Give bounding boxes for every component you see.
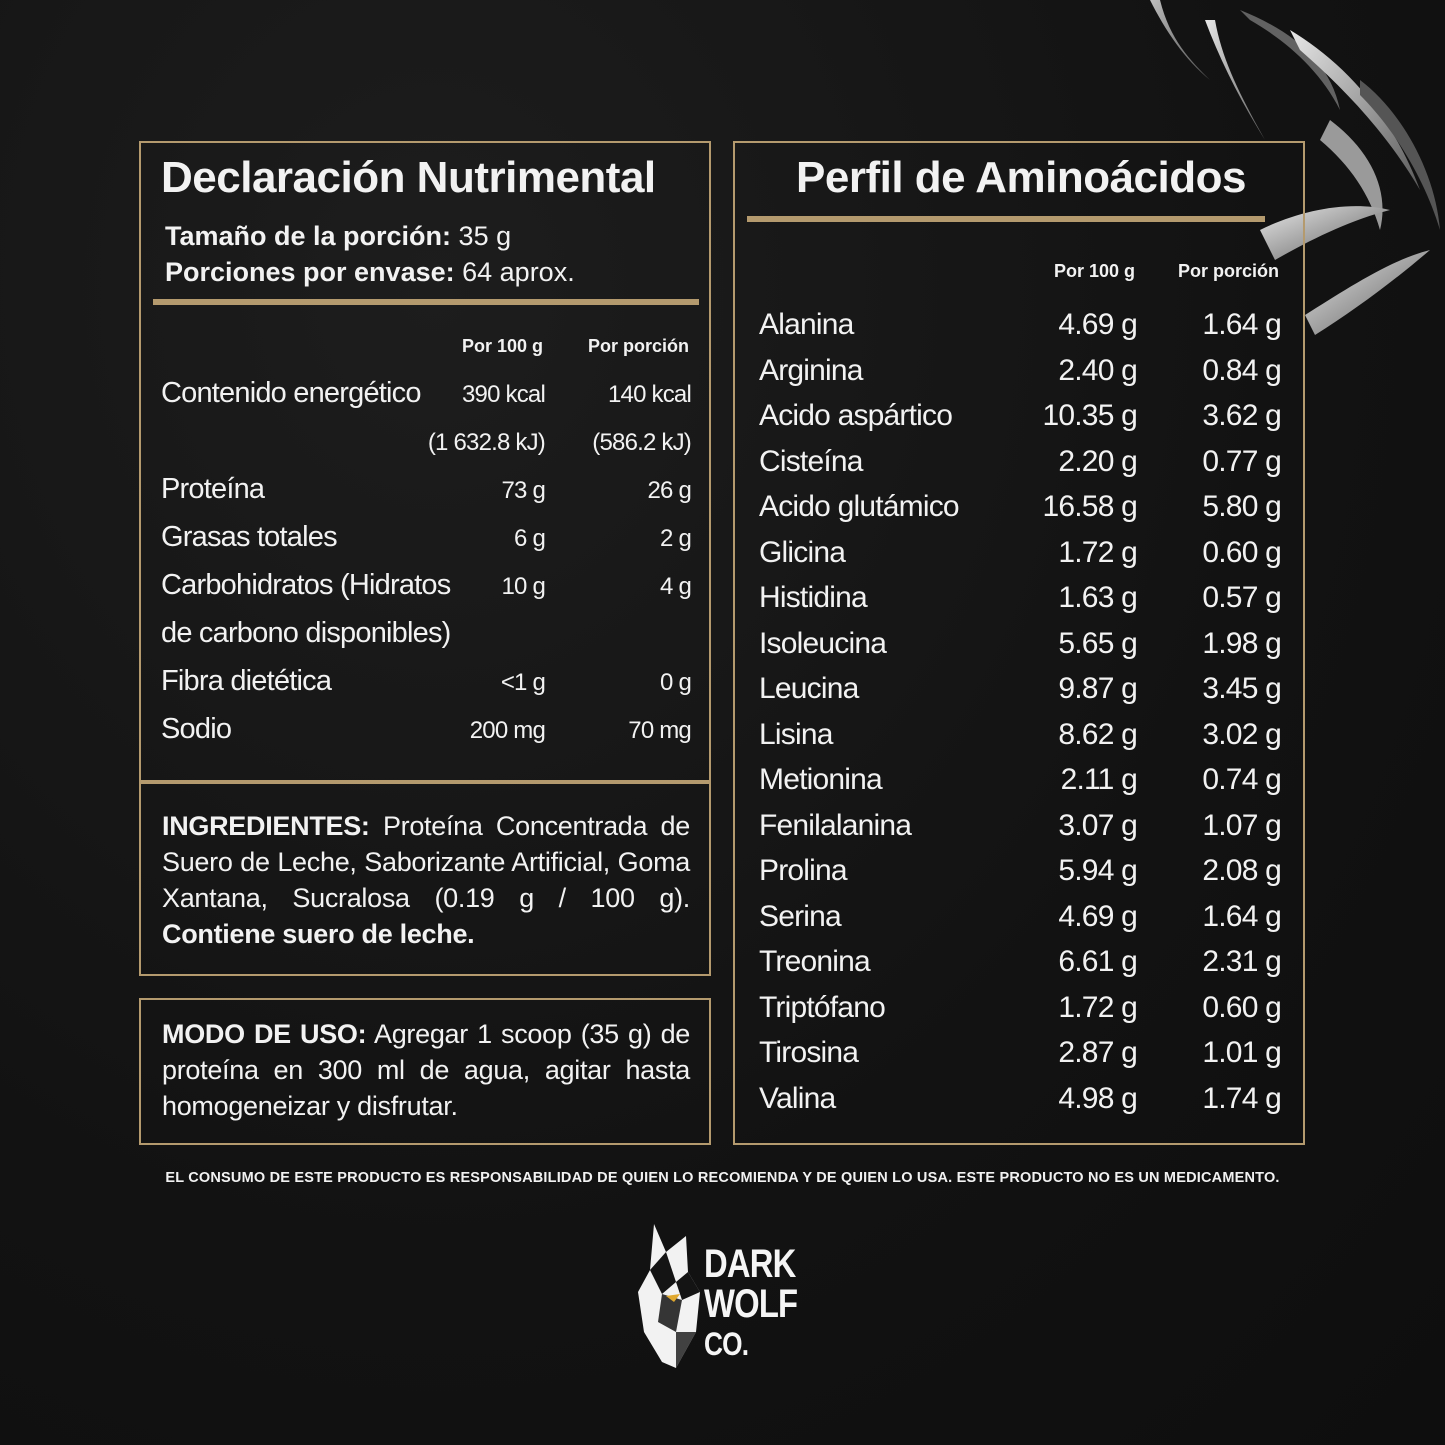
amino-name: Prolina	[759, 854, 847, 887]
amino-per-serving: 0.74 g	[1202, 763, 1281, 796]
column-header-per-100g: Por 100 g	[461, 336, 543, 356]
amino-per-serving: 1.74 g	[1202, 1081, 1281, 1115]
amino-per-serving: 5.80 g	[1202, 490, 1281, 523]
amino-per-100g: 16.58 g	[1042, 490, 1137, 523]
usage-text: MODO DE USO: Agregar 1 scoop (35 g) de proteína en 300 ml de agua, agitar hasta homogeneizar y disfrutar.	[162, 1019, 690, 1121]
amino-row	[759, 991, 1281, 1033]
amino-per-serving: 3.02 g	[1202, 717, 1281, 751]
serving-size	[165, 221, 511, 252]
amino-per-serving: 0.57 g	[1202, 581, 1281, 614]
ingredients-text: INGREDIENTES: Proteína Concentrada de Suero de Leche, Saborizante Artificial, Goma Xantana, Sucralosa (0.19 g / 100 g). Contiene suero de leche.	[162, 811, 690, 949]
amino-per-100g: 8.62 g	[1058, 717, 1137, 751]
amino-name: Metionina	[759, 763, 882, 796]
allergen-warning: Contiene suero de leche.	[162, 919, 475, 949]
nutrition-row: Sodio 200 mg 70 mg	[161, 713, 691, 745]
amino-per-serving: 2.31 g	[1202, 945, 1281, 978]
amino-name: Valina	[759, 1081, 836, 1115]
wolf-head-icon	[636, 1222, 702, 1372]
amino-per-serving: 1.98 g	[1202, 626, 1281, 660]
amino-row	[759, 354, 1281, 396]
amino-row	[759, 763, 1281, 805]
amino-per-100g: 2.87 g	[1058, 1036, 1137, 1069]
amino-row	[759, 854, 1281, 896]
nutrition-row: de carbono disponibles)	[161, 617, 451, 649]
nutrition-title: Declaración Nutrimental	[161, 153, 656, 202]
amino-row	[759, 809, 1281, 851]
divider	[153, 299, 699, 305]
serving-size-label: Tamaño de la porción:	[165, 221, 452, 251]
divider	[747, 216, 1265, 222]
amino-per-serving: 1.01 g	[1202, 1036, 1281, 1069]
amino-name: Leucina	[759, 672, 859, 705]
amino-per-serving: 2.08 g	[1202, 854, 1281, 887]
amino-per-100g: 2.11 g	[1060, 763, 1137, 796]
amino-name: Acido aspártico	[759, 399, 953, 432]
amino-row	[759, 399, 1281, 441]
amino-per-serving: 1.64 g	[1202, 308, 1281, 341]
amino-per-serving: 3.45 g	[1202, 672, 1281, 705]
servings-value: 64 aprox.	[462, 257, 575, 287]
amino-per-100g: 2.20 g	[1058, 444, 1137, 478]
amino-name: Fenilalanina	[759, 808, 912, 842]
amino-panel	[733, 141, 1305, 1145]
amino-per-serving: 3.62 g	[1202, 399, 1281, 432]
amino-name: Lisina	[759, 717, 833, 751]
nutrition-row: (1 632.8 kJ) (586.2 kJ)	[427, 429, 691, 456]
servings-label: Porciones por envase:	[165, 257, 455, 287]
column-header-per-100g: Por 100 g	[1053, 261, 1135, 281]
amino-per-100g: 4.98 g	[1058, 1081, 1137, 1115]
amino-per-100g: 3.07 g	[1058, 808, 1137, 842]
amino-per-100g: 1.72 g	[1058, 990, 1137, 1024]
column-header-per-serving: Por porción	[1177, 261, 1279, 281]
column-header-per-serving: Por porción	[587, 336, 689, 356]
amino-per-100g: 9.87 g	[1058, 672, 1137, 705]
amino-per-serving: 1.64 g	[1202, 899, 1281, 933]
servings-per-container	[165, 257, 575, 288]
amino-row	[759, 536, 1281, 578]
amino-per-serving: 0.60 g	[1202, 990, 1281, 1024]
amino-row	[759, 308, 1281, 350]
amino-row	[759, 718, 1281, 760]
amino-title: Perfil de Aminoácidos	[796, 153, 1246, 202]
amino-name: Alanina	[759, 308, 854, 341]
brand-logo	[636, 1222, 816, 1382]
usage-label: MODO DE USO:	[162, 1019, 367, 1049]
amino-per-serving: 0.77 g	[1202, 444, 1281, 478]
disclaimer: EL CONSUMO DE ESTE PRODUCTO ES RESPONSABILIDAD DE QUIEN LO RECOMIENDA Y DE QUIEN LO USA. ESTE PRODUCTO NO ES UN MEDICAMENTO.	[165, 1170, 1280, 1186]
amino-row	[759, 490, 1281, 532]
amino-row	[759, 445, 1281, 487]
amino-per-100g: 6.61 g	[1058, 945, 1137, 978]
serving-size-value: 35 g	[458, 221, 512, 251]
amino-name: Cisteína	[759, 444, 863, 478]
amino-per-serving: 1.07 g	[1202, 808, 1281, 842]
amino-per-100g: 5.65 g	[1058, 626, 1137, 660]
logo-line-3: CO.	[704, 1326, 749, 1362]
nutrition-row: Contenido energético 390 kcal 140 kcal	[161, 377, 691, 409]
amino-row	[759, 672, 1281, 714]
amino-name: Arginina	[759, 353, 863, 387]
amino-per-100g: 5.94 g	[1058, 854, 1137, 887]
amino-row	[759, 627, 1281, 669]
amino-per-serving: 0.60 g	[1202, 535, 1281, 569]
nutrition-row: Carbohidratos (Hidratos 10 g 4 g	[161, 569, 691, 601]
amino-row	[759, 581, 1281, 623]
nutrition-panel	[139, 141, 711, 782]
amino-per-serving: 0.84 g	[1202, 353, 1281, 387]
amino-per-100g: 4.69 g	[1058, 308, 1137, 341]
nutrition-row: Proteína 73 g 26 g	[161, 473, 691, 505]
amino-name: Isoleucina	[759, 626, 887, 660]
amino-row	[759, 1082, 1281, 1124]
amino-row	[759, 945, 1281, 987]
amino-name: Histidina	[759, 581, 867, 614]
nutrition-row: Grasas totales 6 g 2 g	[161, 521, 691, 553]
amino-per-100g: 2.40 g	[1058, 353, 1137, 387]
logo-line-2: WOLF	[704, 1282, 798, 1326]
ingredients-label: INGREDIENTES:	[162, 811, 370, 841]
amino-name: Treonina	[759, 945, 870, 978]
ingredients-panel	[139, 782, 711, 976]
usage-panel	[139, 998, 711, 1145]
amino-per-100g: 4.69 g	[1058, 899, 1137, 933]
nutrition-row: Fibra dietética <1 g 0 g	[161, 665, 691, 697]
amino-row	[759, 900, 1281, 942]
amino-name: Tirosina	[759, 1036, 859, 1069]
amino-per-100g: 1.72 g	[1058, 535, 1137, 569]
amino-per-100g: 10.35 g	[1042, 399, 1137, 432]
amino-name: Serina	[759, 899, 841, 933]
amino-name: Triptófano	[759, 990, 885, 1024]
amino-name: Glicina	[759, 535, 846, 569]
logo-line-1: DARK	[704, 1242, 796, 1286]
amino-per-100g: 1.63 g	[1058, 581, 1137, 614]
amino-name: Acido glutámico	[759, 490, 959, 523]
amino-row	[759, 1036, 1281, 1078]
